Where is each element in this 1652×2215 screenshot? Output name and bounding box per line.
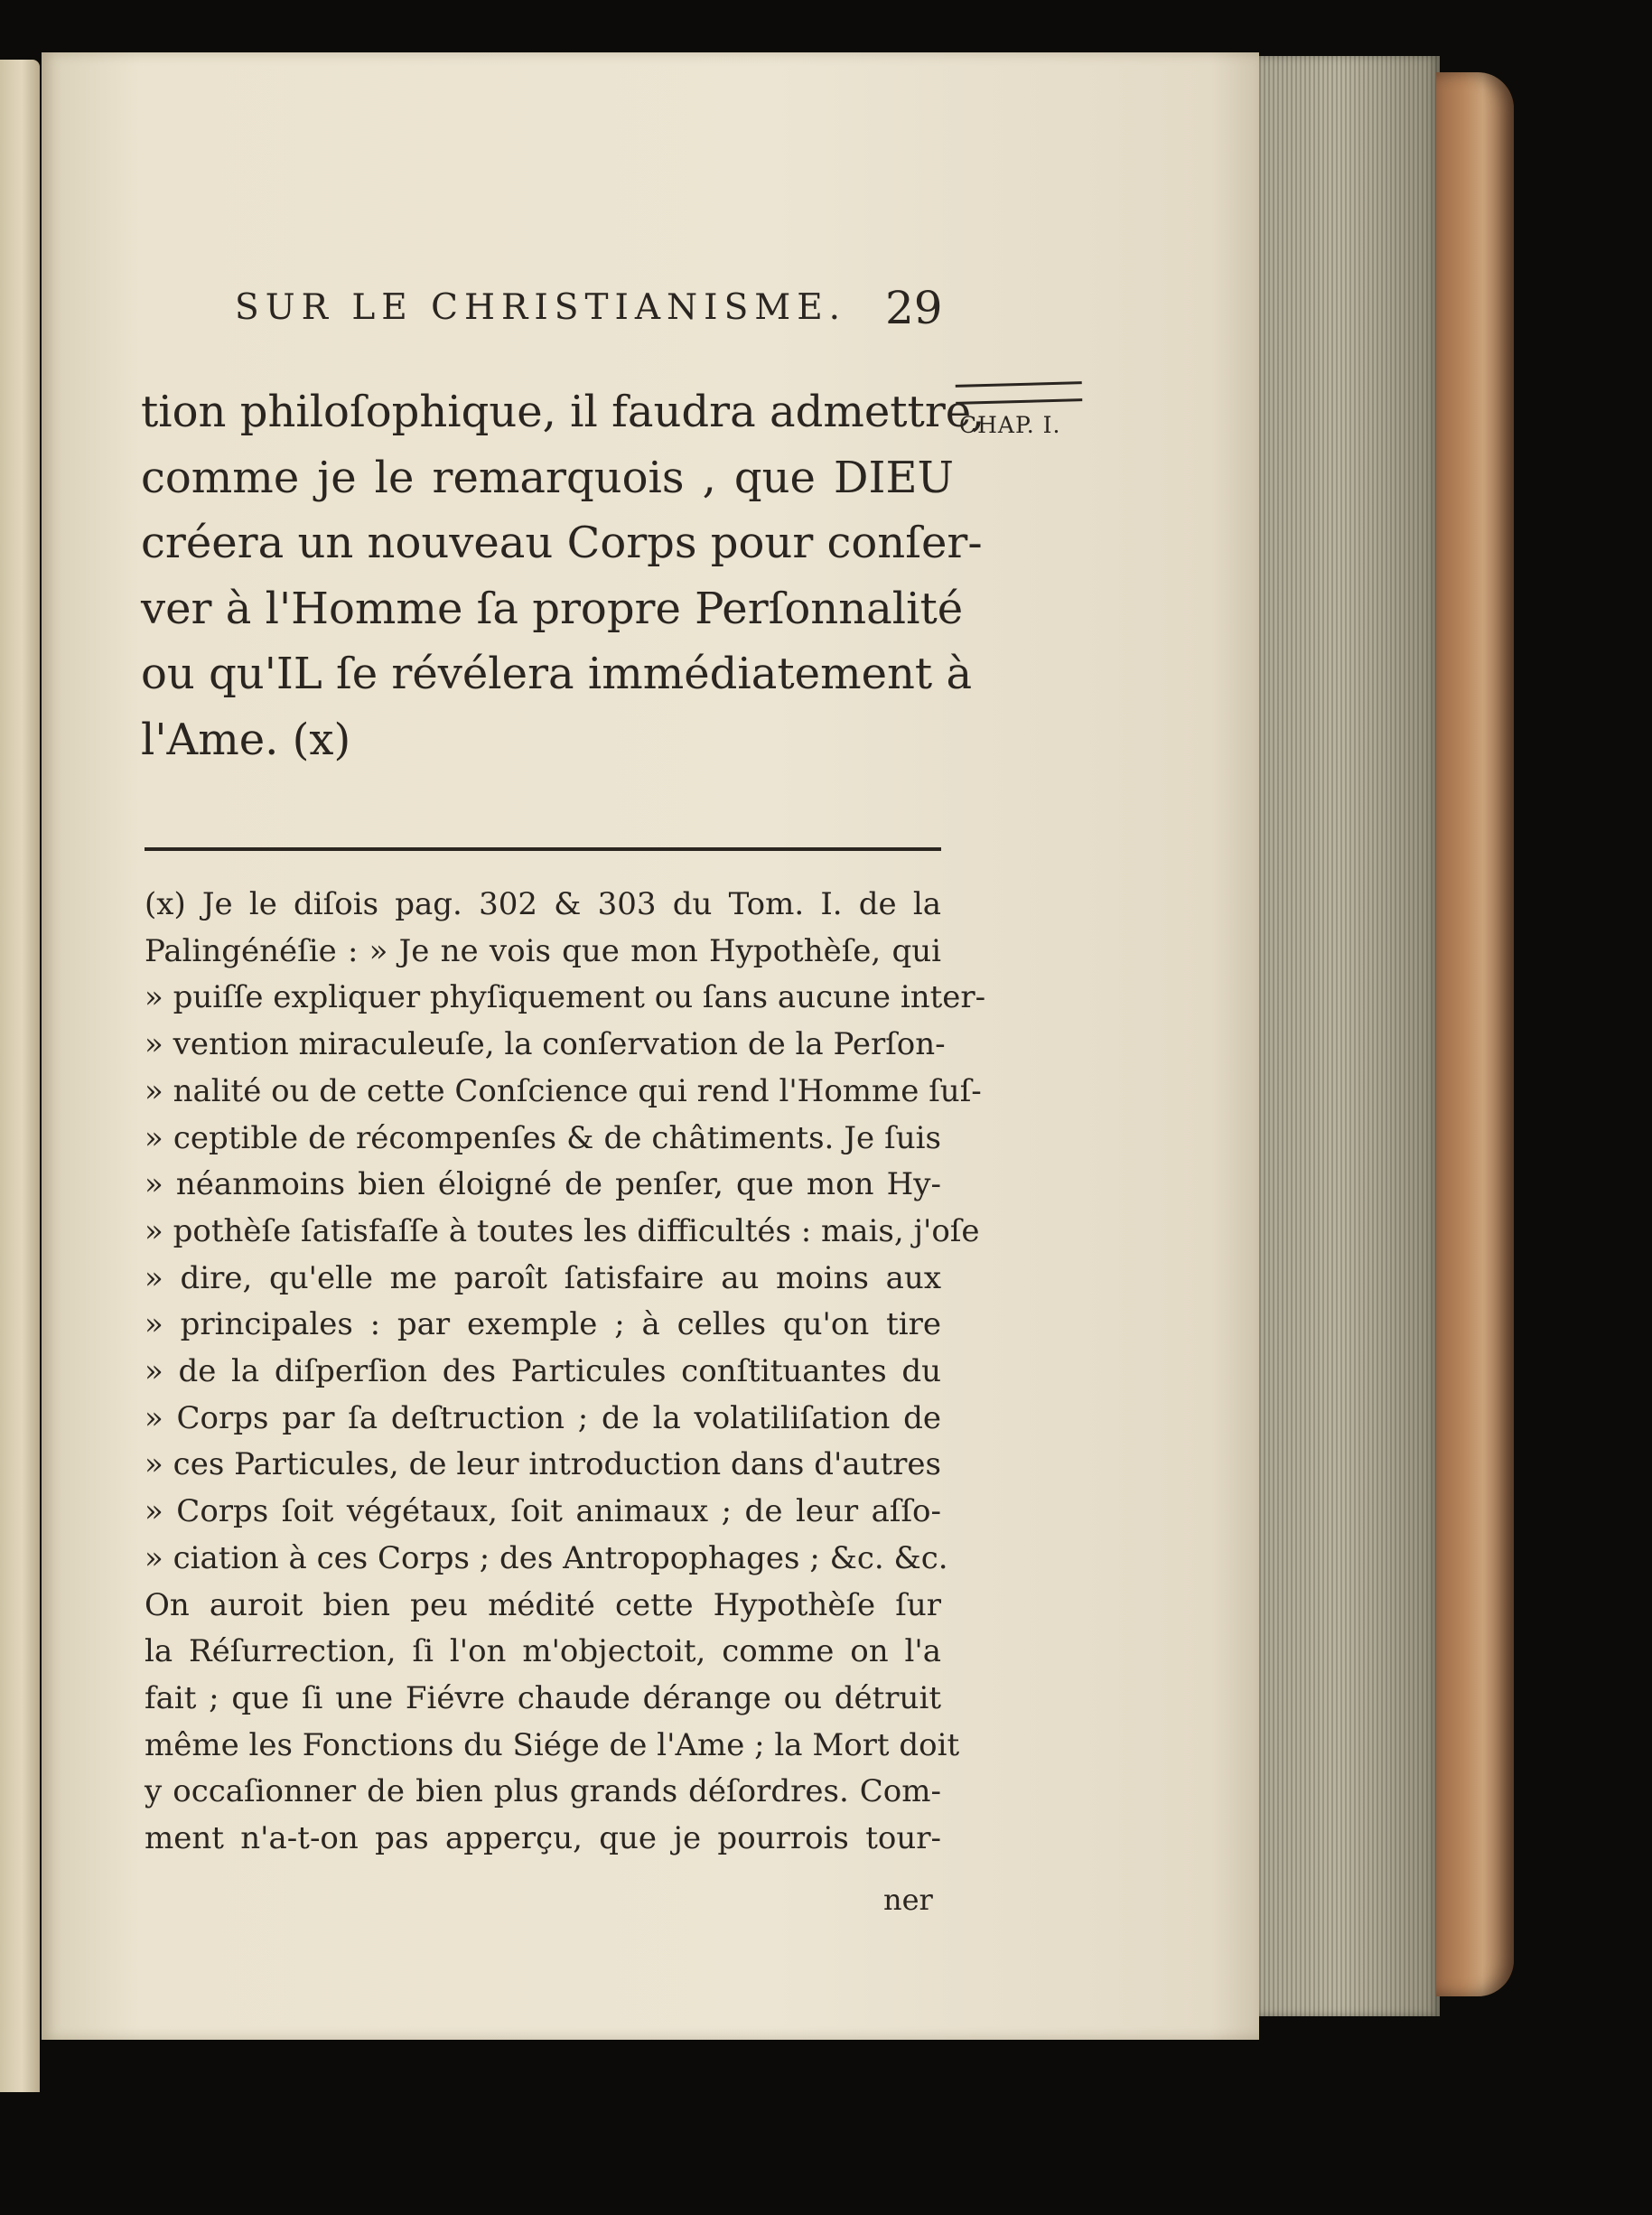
- footnote-line: » de la diſperſion des Particules conſtituantes du: [145, 1353, 941, 1390]
- footnote-line: » ciation à ces Corps ; des Antropophages ; &c. &c.: [145, 1539, 948, 1576]
- book-cover: [1436, 72, 1514, 1996]
- footnote-line: (x) Je le diſois pag. 302 & 303 du Tom. I. de la: [145, 886, 941, 922]
- body-line: ou qu'IL ſe révélera immédiatement à: [141, 649, 973, 699]
- footnote-line: » ceptible de récompenſes & de châtiments. Je ſuis: [145, 1119, 941, 1156]
- footnote-line: ment n'a-t-on pas apperçu, que je pourrois tour-: [145, 1820, 941, 1857]
- footnote-line: » nalité ou de cette Conſcience qui rend l'Homme ſuſ-: [145, 1072, 982, 1109]
- footnote-line: » principales : par exemple ; à celles qu'on tire: [145, 1306, 941, 1343]
- footnote-line: » Corps par ſa deſtruction ; de la volatiliſation de: [145, 1399, 941, 1436]
- footnote-line: même les Fonctions du Siége de l'Ame ; la Mort doit: [145, 1726, 960, 1763]
- footnote-line: » pothèſe ſatisfaſſe à toutes les difficultés : mais, j'oſe: [145, 1212, 980, 1249]
- body-paragraph: [141, 379, 985, 772]
- chapter-label: CHAP. I.: [959, 412, 1061, 438]
- page-edges: [1259, 56, 1440, 2016]
- footnote-line: » Corps ſoit végétaux, ſoit animaux ; de leur aſſo-: [145, 1493, 941, 1530]
- footnote-line: » néanmoins bien éloigné de penſer, que mon Hy-: [145, 1166, 941, 1203]
- footnote-line: fait ; que ſi une Fiévre chaude dérange ou détruit: [145, 1679, 941, 1716]
- body-line: comme je le remarquois , que DIEU: [141, 452, 954, 503]
- footnote-line: y occaſionner de bien plus grands déſordres. Com-: [145, 1773, 941, 1810]
- footnote-line: On auroit bien peu médité cette Hypothèſe ſur: [145, 1586, 941, 1623]
- footnote-line: » dire, qu'elle me paroît ſatisfaire au moins aux: [145, 1259, 941, 1296]
- footnote-line: la Réſurrection, ſi l'on m'objectoit, comme on l'a: [145, 1633, 941, 1670]
- catchword: ner: [883, 1883, 933, 1917]
- footnote-line: » vention miraculeuſe, la conſervation de la Perſon-: [145, 1026, 946, 1063]
- body-line: tion philoſophique, il faudra admettre,: [141, 387, 985, 437]
- footnote: [145, 882, 986, 1863]
- footnote-line: » puiſſe expliquer phyſiquement ou ſans aucune inter-: [145, 979, 986, 1016]
- footnote-line: Palingénéſie : » Je ne vois que mon Hypothèſe, qui: [145, 932, 941, 969]
- footnote-rule: [145, 847, 941, 851]
- body-line: ver à l'Homme ſa propre Perſonnalité: [141, 583, 964, 634]
- body-line: l'Ame. (x): [141, 714, 351, 765]
- running-head: SUR LE CHRISTIANISME.: [235, 287, 847, 328]
- page-number: 29: [885, 282, 943, 334]
- body-line: créera un nouveau Corps pour conſer-: [141, 518, 983, 568]
- left-page-edge: [0, 60, 40, 2092]
- footnote-line: » ces Particules, de leur introduction dans d'autres: [145, 1446, 941, 1483]
